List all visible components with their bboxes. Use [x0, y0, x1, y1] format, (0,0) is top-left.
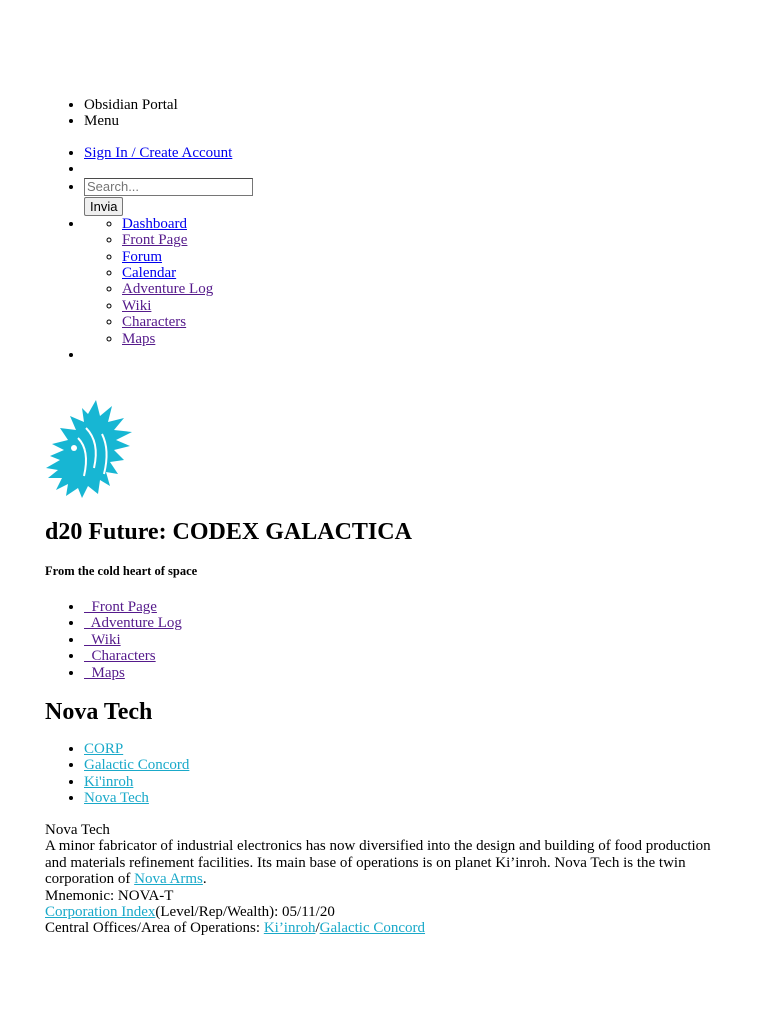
- brand-name: Obsidian Portal: [84, 97, 178, 113]
- breadcrumb-kiinroh-link[interactable]: Ki'inroh: [84, 773, 134, 790]
- breadcrumb-item[interactable]: [84, 757, 768, 773]
- article-description: [45, 838, 735, 887]
- nav-wiki-link[interactable]: Wiki: [84, 631, 121, 648]
- search-item: [84, 178, 768, 216]
- calendar-link[interactable]: Calendar: [122, 265, 177, 282]
- description-text: A minor fabricator of industrial electronics has now diversified into the design and building of food production and materials refinement facilities. Its main base of operations is on planet Ki’inroh. Nova Tech is the twin corporation of: [45, 838, 711, 888]
- characters-link[interactable]: Characters: [122, 314, 187, 331]
- campaign-nav-maps[interactable]: [84, 665, 768, 681]
- corporation-index-link[interactable]: Corporation Index: [45, 904, 156, 921]
- brand-item: [84, 97, 768, 113]
- nav-maps-link[interactable]: Maps: [84, 664, 125, 681]
- menu-item[interactable]: [84, 113, 768, 129]
- campaign-menu-adventure-log[interactable]: [122, 281, 768, 297]
- campaign-menu-maps[interactable]: [122, 331, 768, 347]
- description-end: .: [202, 871, 207, 888]
- campaign-nav-adventure-log[interactable]: [84, 615, 768, 631]
- front-page-link[interactable]: Front Page: [122, 232, 188, 249]
- empty-nav-item-2: [84, 347, 768, 363]
- breadcrumb: [45, 741, 768, 807]
- adventure-log-link[interactable]: Adventure Log: [122, 281, 214, 298]
- breadcrumb-item[interactable]: [84, 741, 768, 757]
- nav-characters-link[interactable]: Characters: [84, 648, 156, 665]
- campaign-nav-front-page[interactable]: [84, 599, 768, 615]
- offices-separator: /: [315, 920, 320, 937]
- campaign-menu-item: [84, 216, 768, 347]
- breadcrumb-galactic-concord-link[interactable]: Galactic Concord: [84, 757, 190, 774]
- campaign-menu-forum[interactable]: [122, 249, 768, 265]
- kiinroh-link[interactable]: Ki’inroh: [263, 920, 316, 937]
- nav-front-page-link[interactable]: Front Page: [84, 599, 157, 615]
- forum-link[interactable]: Forum: [122, 248, 163, 265]
- site-nav: [45, 97, 768, 130]
- breadcrumb-corp-link[interactable]: CORP: [84, 741, 124, 757]
- central-offices-line: [45, 920, 735, 936]
- wiki-link[interactable]: Wiki: [122, 297, 152, 314]
- corporation-index-value: (Level/Rep/Wealth): 05/11/20: [155, 904, 335, 921]
- empty-nav-item: [84, 161, 768, 177]
- campaign-menu-wiki[interactable]: [122, 298, 768, 314]
- campaign-menu-dashboard[interactable]: [122, 216, 768, 232]
- breadcrumb-item[interactable]: [84, 790, 768, 806]
- corporation-index-line: [45, 904, 735, 920]
- campaign-nav-characters[interactable]: [84, 648, 768, 664]
- campaign-menu-calendar[interactable]: [122, 265, 768, 281]
- nova-arms-link[interactable]: Nova Arms: [134, 871, 203, 888]
- central-offices-label: Central Offices/Area of Operations:: [45, 920, 264, 937]
- menu-toggle[interactable]: Menu: [84, 113, 119, 130]
- dashboard-link[interactable]: Dashboard: [122, 215, 187, 232]
- maps-link[interactable]: Maps: [122, 330, 156, 347]
- sign-in-item: [84, 145, 768, 161]
- campaign-menu: [84, 216, 768, 347]
- campaign-nav: [45, 599, 768, 681]
- search-input[interactable]: [84, 178, 253, 196]
- search-button[interactable]: • Invia: [84, 197, 123, 216]
- breadcrumb-item[interactable]: [84, 774, 768, 790]
- user-nav: [45, 145, 768, 363]
- mnemonic-line: Mnemonic: NOVA-T: [45, 887, 174, 904]
- article-name: Nova Tech: [45, 822, 110, 838]
- campaign-menu-front-page[interactable]: [122, 232, 768, 248]
- campaign-menu-characters[interactable]: [122, 314, 768, 330]
- galactic-concord-link[interactable]: Galactic Concord: [319, 920, 426, 937]
- sign-in-link[interactable]: Sign In / Create Account: [84, 145, 233, 161]
- breadcrumb-nova-tech-link[interactable]: Nova Tech: [84, 790, 149, 807]
- wiki-article: [45, 822, 735, 937]
- campaign-tagline: From the cold heart of space: [45, 564, 198, 578]
- dragon-head-logo-icon[interactable]: [44, 398, 136, 500]
- nav-adventure-log-link[interactable]: Adventure Log: [84, 615, 182, 632]
- page-title: Nova Tech: [45, 699, 153, 725]
- campaign-title: d20 Future: CODEX GALACTICA: [45, 519, 412, 545]
- campaign-nav-wiki[interactable]: [84, 632, 768, 648]
